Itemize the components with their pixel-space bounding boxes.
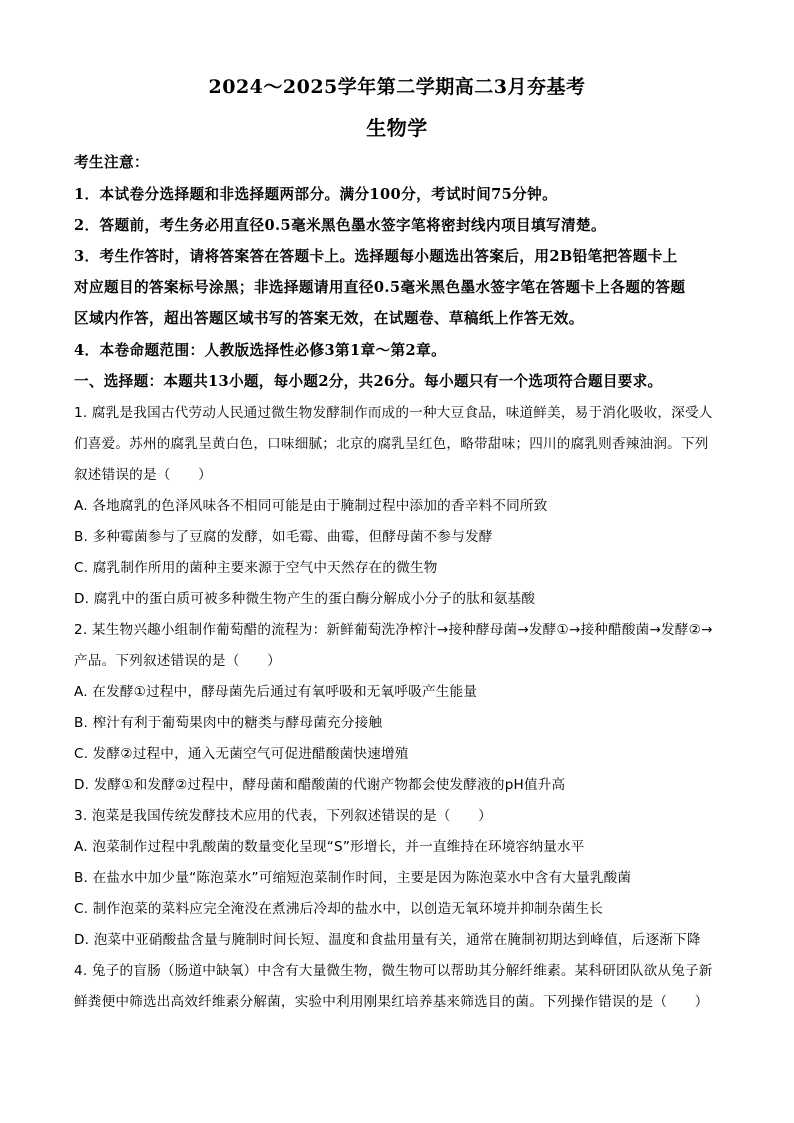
notice-item-3-cont-1: 对应题目的答案标号涂黑；非选择题请用直径0.5毫米黑色墨水签字笔在答题卡上各题的答题	[74, 279, 686, 296]
question-1-stem-line-1: 1. 腐乳是我国古代劳动人民通过微生物发酵制作而成的一种大豆食品，味道鲜美，易于消化吸收，深受人	[74, 405, 713, 421]
question-3-option-b: B. 在盐水中加少量“陈泡菜水”可缩短泡菜制作时间，主要是因为陈泡菜水中含有大量乳酸菌	[74, 870, 632, 886]
notice-item-3-cont-2: 区域内作答，超出答题区域书写的答案无效，在试题卷、草稿纸上作答无效。	[74, 310, 584, 327]
question-2-stem-line-1: 2. 某生物兴趣小组制作葡萄醋的流程为：新鲜葡萄洗净榨汁→接种酵母菌→发酵①→接种醋酸菌→发酵②→	[74, 622, 713, 638]
notice-item-1: 1．本试卷分选择题和非选择题两部分。满分100分，考试时间75分钟。	[74, 186, 558, 203]
question-2-option-b: B. 榨汁有利于葡萄果肉中的糖类与酵母菌充分接触	[74, 715, 383, 731]
question-3-option-a: A. 泡菜制作过程中乳酸菌的数量变化呈现“S”形增长，并一直维持在环境容纳量水平	[74, 839, 585, 855]
question-1-option-a: A. 各地腐乳的色泽风味各不相同可能是由于腌制过程中添加的香辛料不同所致	[74, 498, 548, 514]
question-1-option-b: B. 多种霉菌参与了豆腐的发酵，如毛霉、曲霉，但酵母菌不参与发酵	[74, 529, 493, 545]
subject-title: 生物学	[366, 116, 428, 140]
question-1-option-d: D. 腐乳中的蛋白质可被多种微生物产生的蛋白酶分解成小分子的肽和氨基酸	[74, 591, 536, 607]
question-2-option-c: C. 发酵②过程中，通入无菌空气可促进醋酸菌快速增殖	[74, 746, 409, 762]
exam-title: 2024～2025学年第二学期高二3月夯基考	[208, 76, 586, 98]
question-2-stem-line-2: 产品。下列叙述错误的是（ ）	[74, 653, 281, 669]
notice-item-2: 2．答题前，考生务必用直径0.5毫米黑色墨水签字笔将密封线内项目填写清楚。	[74, 217, 606, 234]
notice-item-3: 3．考生作答时，请将答案答在答题卡上。选择题每小题选出答案后，用2B铅笔把答题卡上	[74, 248, 678, 265]
question-4-stem-line-1: 4. 兔子的盲肠（肠道中缺氧）中含有大量微生物，微生物可以帮助其分解纤维素。某科研团队欲从兔子新	[74, 963, 713, 979]
question-2-option-d: D. 发酵①和发酵②过程中，酵母菌和醋酸菌的代谢产物都会使发酵液的pH值升高	[74, 777, 566, 793]
question-3-stem-line-1: 3. 泡菜是我国传统发酵技术应用的代表，下列叙述错误的是（ ）	[74, 808, 492, 824]
notice-heading: 考生注意：	[74, 154, 149, 171]
question-1-option-c: C. 腐乳制作所用的菌种主要来源于空气中天然存在的微生物	[74, 560, 438, 576]
question-1-stem-line-3: 叙述错误的是（ ）	[74, 467, 212, 483]
question-2-option-a: A. 在发酵①过程中，酵母菌先后通过有氧呼吸和无氧呼吸产生能量	[74, 684, 478, 700]
question-4-stem-line-2: 鲜粪便中筛选出高效纤维素分解菌，实验中利用刚果红培养基来筛选目的菌。下列操作错误的是（ ）	[74, 994, 709, 1010]
question-3-option-d: D. 泡菜中亚硝酸盐含量与腌制时间长短、温度和食盐用量有关，通常在腌制初期达到峰值，后逐渐下降	[74, 932, 701, 948]
notice-item-4: 4．本卷命题范围：人教版选择性必修3第1章～第2章。	[74, 342, 447, 359]
section-heading: 一、选择题：本题共13小题，每小题2分，共26分。每小题只有一个选项符合题目要求。	[74, 373, 663, 390]
question-1-stem-line-2: 们喜爱。苏州的腐乳呈黄白色，口味细腻；北京的腐乳呈红色，略带甜味；四川的腐乳则香辣油润。下列	[74, 436, 709, 452]
question-3-option-c: C. 制作泡菜的菜料应完全淹没在煮沸后冷却的盐水中，以创造无氧环境并抑制杂菌生长	[74, 901, 604, 917]
